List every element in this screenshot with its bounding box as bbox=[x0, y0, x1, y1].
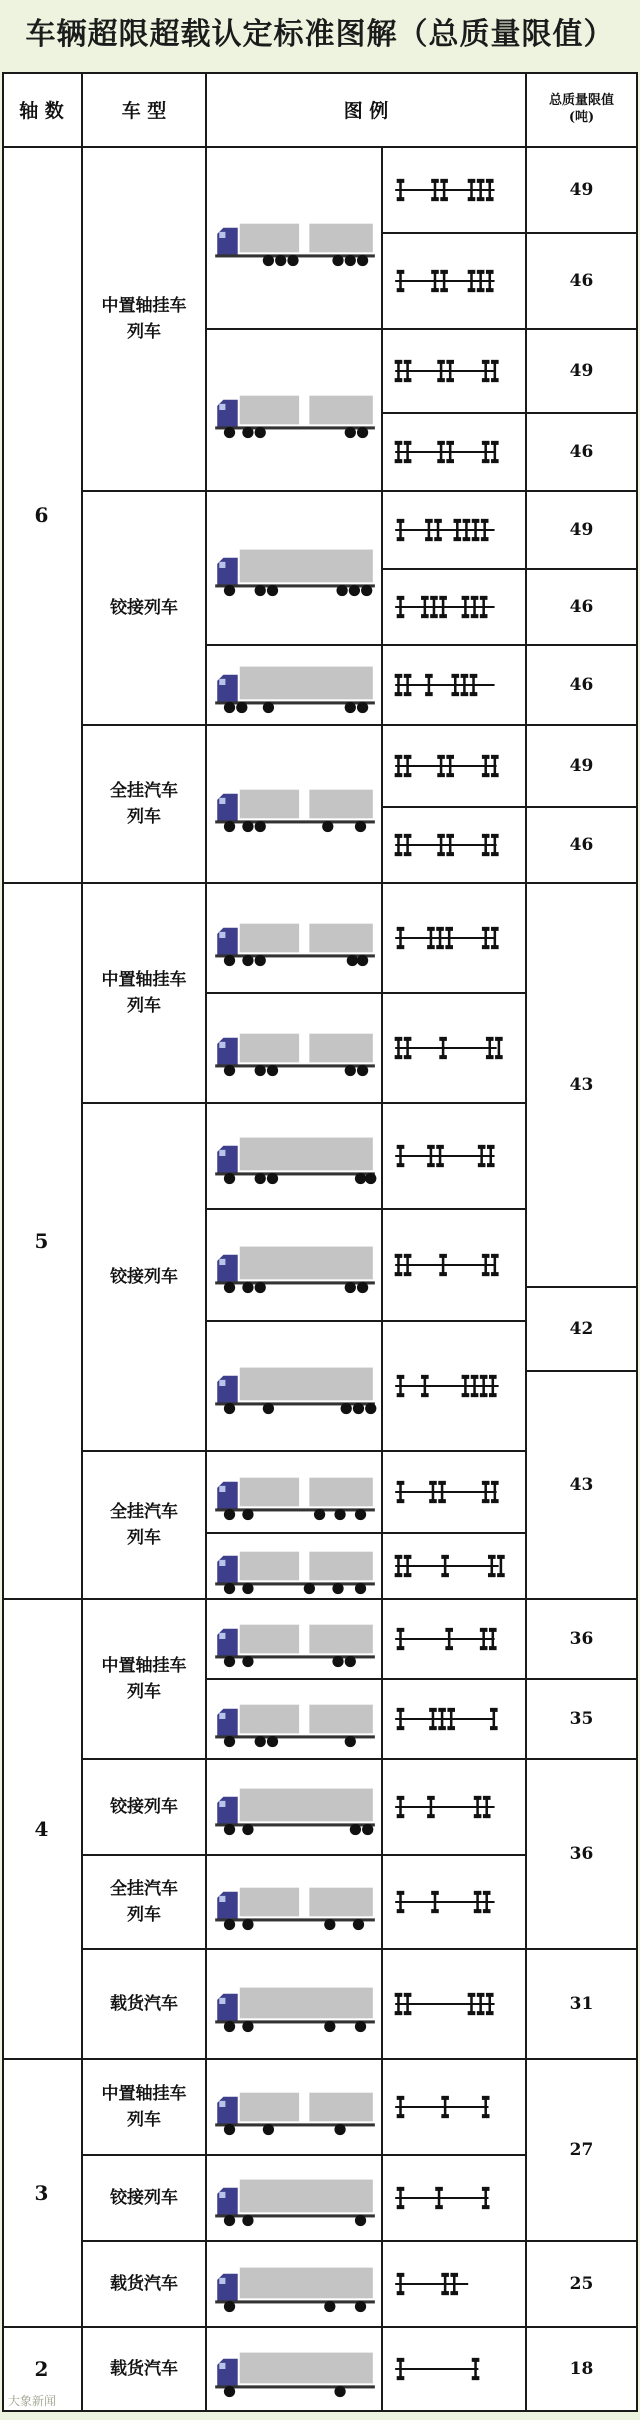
vehicle-image-cell bbox=[207, 148, 383, 330]
wheel-shape bbox=[224, 1824, 235, 1835]
vehicle-illustration bbox=[207, 646, 381, 724]
wheel-shape bbox=[336, 585, 347, 596]
cargo-box bbox=[240, 1034, 299, 1063]
header-axles: 轴 数 bbox=[2, 72, 83, 148]
wheel-shape bbox=[267, 1173, 278, 1184]
wheel-shape bbox=[263, 255, 274, 266]
wheel-shape bbox=[224, 821, 235, 832]
wheel-shape bbox=[255, 427, 266, 438]
axle-diagram bbox=[383, 423, 525, 481]
wheel-shape bbox=[242, 1824, 253, 1835]
axle-count-4: 4 bbox=[2, 1600, 83, 2060]
cargo-box bbox=[309, 790, 372, 819]
vehicle-illustration bbox=[207, 2330, 381, 2408]
vehicle-image-cell bbox=[207, 1534, 383, 1600]
vehicle-type-cell: 载货汽车 bbox=[83, 2328, 207, 2412]
vehicle-image-cell bbox=[207, 1680, 383, 1760]
wheel-shape bbox=[314, 1509, 325, 1520]
vehicle-illustration bbox=[207, 1453, 381, 1531]
vehicle-type-cell: 铰接列车 bbox=[83, 1760, 207, 1856]
axle-diagram bbox=[383, 1127, 525, 1185]
wheel-shape bbox=[242, 2215, 253, 2226]
vehicle-image-cell bbox=[207, 1322, 383, 1452]
limit-table bbox=[2, 72, 638, 2412]
wheel-shape bbox=[224, 585, 235, 596]
vehicle-image-cell bbox=[207, 2156, 383, 2242]
vehicle-illustration bbox=[207, 2245, 381, 2323]
vehicle-illustration bbox=[207, 371, 381, 449]
cargo-box bbox=[240, 2268, 373, 2299]
axle-diagram-cell bbox=[383, 330, 527, 414]
axle-diagram-cell bbox=[383, 234, 527, 330]
mass-limit-cell: 49 bbox=[527, 330, 638, 414]
wheel-shape bbox=[224, 2021, 235, 2032]
axle-diagram bbox=[383, 1019, 525, 1077]
wheel-shape bbox=[224, 2215, 235, 2226]
vehicle-type-cell: 铰接列车 bbox=[83, 1104, 207, 1452]
vehicle-illustration bbox=[207, 199, 381, 277]
cargo-box bbox=[240, 550, 373, 583]
mass-limit-cell: 46 bbox=[527, 414, 638, 492]
cargo-box bbox=[240, 1789, 373, 1822]
axle-diagram bbox=[383, 1975, 525, 2033]
axle-diagram-cell bbox=[383, 1104, 527, 1210]
vehicle-illustration bbox=[207, 1347, 381, 1425]
wheel-shape bbox=[242, 1282, 253, 1293]
cargo-box bbox=[240, 667, 373, 700]
wheel-shape bbox=[236, 702, 247, 713]
vehicle-type-cell: 全挂汽车 列车 bbox=[83, 1856, 207, 1950]
wheel-shape bbox=[224, 702, 235, 713]
mass-limit-cell: 43 bbox=[527, 884, 638, 1288]
axle-diagram bbox=[383, 342, 525, 400]
vehicle-image-cell bbox=[207, 1104, 383, 1210]
cargo-box bbox=[309, 924, 372, 953]
wheel-shape bbox=[224, 1282, 235, 1293]
vehicle-type-cell: 载货汽车 bbox=[83, 1950, 207, 2060]
mass-limit-cell: 43 bbox=[527, 1372, 638, 1600]
mass-limit-cell: 46 bbox=[527, 570, 638, 646]
mass-limit-cell: 36 bbox=[527, 1600, 638, 1680]
vehicle-type-cell: 中置轴挂车 列车 bbox=[83, 1600, 207, 1760]
wheel-shape bbox=[255, 821, 266, 832]
cargo-box bbox=[309, 396, 372, 425]
axle-diagram-cell bbox=[383, 2156, 527, 2242]
axle-diagram-cell bbox=[383, 414, 527, 492]
axle-count-5: 5 bbox=[2, 884, 83, 1600]
wheel-shape bbox=[242, 1509, 253, 1520]
wheel-shape bbox=[345, 1656, 356, 1667]
wheel-shape bbox=[224, 955, 235, 966]
axle-count-6: 6 bbox=[2, 148, 83, 884]
wheel-shape bbox=[345, 255, 356, 266]
watermark-text: 大象新闻 bbox=[8, 2394, 57, 2408]
cargo-box bbox=[240, 1478, 299, 1507]
mass-limit-cell: 42 bbox=[527, 1288, 638, 1372]
wheel-shape bbox=[345, 702, 356, 713]
wheel-shape bbox=[365, 1173, 376, 1184]
wheel-shape bbox=[255, 1173, 266, 1184]
wheel-shape bbox=[224, 2124, 235, 2135]
wheel-shape bbox=[242, 1656, 253, 1667]
vehicle-image-cell bbox=[207, 1950, 383, 2060]
cargo-box bbox=[240, 1888, 299, 1917]
wheel-shape bbox=[275, 255, 286, 266]
wheel-shape bbox=[332, 255, 343, 266]
vehicle-illustration bbox=[207, 1226, 381, 1304]
axle-diagram-cell bbox=[383, 1210, 527, 1322]
wheel-shape bbox=[242, 427, 253, 438]
axle-diagram bbox=[383, 1690, 525, 1748]
vehicle-image-cell bbox=[207, 646, 383, 726]
vehicle-illustration bbox=[207, 2159, 381, 2237]
wheel-shape bbox=[324, 2301, 335, 2312]
vehicle-type-cell: 中置轴挂车 列车 bbox=[83, 884, 207, 1104]
vehicle-type-cell: 全挂汽车 列车 bbox=[83, 1452, 207, 1600]
axle-diagram-cell bbox=[383, 570, 527, 646]
wheel-shape bbox=[242, 1583, 253, 1594]
wheel-shape bbox=[355, 2301, 366, 2312]
mass-limit-cell: 49 bbox=[527, 726, 638, 808]
header-mass-limit bbox=[527, 72, 638, 148]
cargo-box bbox=[309, 1552, 372, 1581]
wheel-shape bbox=[334, 2386, 345, 2397]
mass-limit-cell: 35 bbox=[527, 1680, 638, 1760]
axle-diagram-cell bbox=[383, 148, 527, 234]
axle-diagram bbox=[383, 2340, 525, 2398]
header-diagram: 图 例 bbox=[207, 72, 527, 148]
wheel-shape bbox=[355, 1509, 366, 1520]
cargo-box bbox=[309, 2093, 372, 2122]
axle-diagram-cell bbox=[383, 808, 527, 884]
vehicle-image-cell bbox=[207, 2242, 383, 2328]
axle-diagram-cell bbox=[383, 1452, 527, 1534]
wheel-shape bbox=[365, 1403, 376, 1414]
wheel-shape bbox=[355, 2021, 366, 2032]
vehicle-type-cell: 载货汽车 bbox=[83, 2242, 207, 2328]
vehicle-image-cell bbox=[207, 726, 383, 884]
wheel-shape bbox=[355, 821, 366, 832]
wheel-shape bbox=[349, 585, 360, 596]
vehicle-image-cell bbox=[207, 884, 383, 994]
wheel-shape bbox=[267, 1736, 278, 1747]
cargo-box bbox=[240, 396, 299, 425]
wheel-shape bbox=[255, 585, 266, 596]
cargo-box bbox=[309, 1705, 372, 1734]
vehicle-illustration bbox=[207, 1009, 381, 1087]
vehicle-illustration bbox=[207, 899, 381, 977]
wheel-shape bbox=[287, 255, 298, 266]
vehicle-image-cell bbox=[207, 1210, 383, 1322]
axle-diagram bbox=[383, 2255, 525, 2313]
wheel-shape bbox=[304, 1583, 315, 1594]
cargo-box bbox=[309, 1625, 372, 1654]
axle-diagram bbox=[383, 578, 525, 636]
vehicle-illustration bbox=[207, 529, 381, 607]
axle-diagram bbox=[383, 161, 525, 219]
vehicle-type-cell: 铰接列车 bbox=[83, 492, 207, 726]
page-title: 车辆超限超载认定标准图解（总质量限值） bbox=[25, 17, 615, 52]
axle-diagram bbox=[383, 2078, 525, 2136]
vehicle-image-cell bbox=[207, 2328, 383, 2412]
vehicle-image-cell bbox=[207, 1856, 383, 1950]
cargo-box bbox=[240, 2180, 373, 2213]
axle-diagram-cell bbox=[383, 2328, 527, 2412]
wheel-shape bbox=[263, 702, 274, 713]
wheel-shape bbox=[353, 1403, 364, 1414]
wheel-shape bbox=[341, 1403, 352, 1414]
vehicle-type-cell: 中置轴挂车 列车 bbox=[83, 148, 207, 492]
axle-diagram bbox=[383, 1537, 525, 1595]
wheel-shape bbox=[345, 1736, 356, 1747]
wheel-shape bbox=[357, 255, 368, 266]
wheel-shape bbox=[224, 1736, 235, 1747]
wheel-shape bbox=[357, 427, 368, 438]
vehicle-image-cell bbox=[207, 1760, 383, 1856]
wheel-shape bbox=[224, 2386, 235, 2397]
header-mass-limit-label: 总质量限值 bbox=[548, 93, 614, 108]
axle-diagram bbox=[383, 1778, 525, 1836]
axle-diagram-cell bbox=[383, 1856, 527, 1950]
wheel-shape bbox=[267, 585, 278, 596]
cargo-box bbox=[240, 790, 299, 819]
wheel-shape bbox=[255, 1736, 266, 1747]
wheel-shape bbox=[263, 1403, 274, 1414]
vehicle-type-cell: 铰接列车 bbox=[83, 2156, 207, 2242]
wheel-shape bbox=[224, 1403, 235, 1414]
wheel-shape bbox=[350, 1824, 361, 1835]
wheel-shape bbox=[255, 1282, 266, 1293]
axle-diagram-cell bbox=[383, 1760, 527, 1856]
wheel-shape bbox=[224, 2301, 235, 2312]
cargo-box bbox=[240, 924, 299, 953]
wheel-shape bbox=[345, 1282, 356, 1293]
wheel-shape bbox=[267, 1065, 278, 1076]
axle-count-2: 2 bbox=[2, 2328, 83, 2412]
wheel-shape bbox=[357, 955, 368, 966]
axle-diagram-cell bbox=[383, 2060, 527, 2156]
vehicle-illustration bbox=[207, 1117, 381, 1195]
wheel-shape bbox=[357, 1282, 368, 1293]
cargo-box bbox=[309, 1478, 372, 1507]
wheel-shape bbox=[355, 2215, 366, 2226]
wheel-shape bbox=[355, 1173, 366, 1184]
wheel-shape bbox=[224, 1919, 235, 1930]
vehicle-image-cell bbox=[207, 1600, 383, 1680]
axle-diagram bbox=[383, 656, 525, 714]
wheel-shape bbox=[263, 2124, 274, 2135]
vehicle-image-cell bbox=[207, 994, 383, 1104]
wheel-shape bbox=[224, 1173, 235, 1184]
axle-diagram-cell bbox=[383, 884, 527, 994]
axle-diagram bbox=[383, 1357, 525, 1415]
cargo-box bbox=[240, 1988, 373, 2019]
vehicle-image-cell bbox=[207, 1452, 383, 1534]
axle-diagram-cell bbox=[383, 2242, 527, 2328]
axle-diagram bbox=[383, 252, 525, 310]
axle-diagram bbox=[383, 1873, 525, 1931]
cargo-box bbox=[309, 1034, 372, 1063]
mass-limit-cell: 46 bbox=[527, 646, 638, 726]
wheel-shape bbox=[353, 1919, 364, 1930]
cargo-box bbox=[240, 1705, 299, 1734]
axle-diagram-cell bbox=[383, 1680, 527, 1760]
axle-diagram bbox=[383, 909, 525, 967]
cargo-box bbox=[240, 224, 299, 253]
axle-diagram bbox=[383, 1610, 525, 1668]
vehicle-image-cell bbox=[207, 2060, 383, 2156]
axle-diagram-cell bbox=[383, 1950, 527, 2060]
mass-limit-cell: 25 bbox=[527, 2242, 638, 2328]
header-mass-limit-unit: (吨) bbox=[568, 110, 595, 125]
wheel-shape bbox=[224, 1509, 235, 1520]
wheel-shape bbox=[224, 1065, 235, 1076]
header-vehicle-type: 车 型 bbox=[83, 72, 207, 148]
mass-limit-cell: 46 bbox=[527, 234, 638, 330]
wheel-shape bbox=[224, 1583, 235, 1594]
vehicle-image-cell bbox=[207, 330, 383, 492]
axle-count-3: 3 bbox=[2, 2060, 83, 2328]
axle-diagram-cell bbox=[383, 492, 527, 570]
wheel-shape bbox=[255, 955, 266, 966]
wheel-shape bbox=[224, 1656, 235, 1667]
cargo-box bbox=[309, 1888, 372, 1917]
wheel-shape bbox=[324, 1919, 335, 1930]
axle-diagram bbox=[383, 737, 525, 795]
axle-diagram bbox=[383, 1463, 525, 1521]
axle-diagram bbox=[383, 501, 525, 559]
wheel-shape bbox=[324, 2021, 335, 2032]
axle-diagram-cell bbox=[383, 994, 527, 1104]
wheel-shape bbox=[345, 1065, 356, 1076]
mass-limit-cell: 46 bbox=[527, 808, 638, 884]
vehicle-illustration bbox=[207, 1600, 381, 1678]
cargo-box bbox=[240, 2093, 299, 2122]
mass-limit-cell: 18 bbox=[527, 2328, 638, 2412]
mass-limit-cell: 36 bbox=[527, 1760, 638, 1950]
wheel-shape bbox=[357, 1065, 368, 1076]
wheel-shape bbox=[332, 1656, 343, 1667]
wheel-shape bbox=[332, 1583, 343, 1594]
wheel-shape bbox=[345, 427, 356, 438]
cargo-box bbox=[240, 1625, 299, 1654]
axle-diagram-cell bbox=[383, 1600, 527, 1680]
cargo-box bbox=[240, 1552, 299, 1581]
wheel-shape bbox=[362, 1824, 373, 1835]
wheel-shape bbox=[355, 1583, 366, 1594]
cargo-box bbox=[240, 1138, 373, 1171]
vehicle-illustration bbox=[207, 1965, 381, 2043]
wheel-shape bbox=[334, 1509, 345, 1520]
wheel-shape bbox=[255, 1065, 266, 1076]
axle-diagram bbox=[383, 816, 525, 874]
mass-limit-cell: 49 bbox=[527, 148, 638, 234]
vehicle-illustration bbox=[207, 1534, 381, 1598]
vehicle-illustration bbox=[207, 1680, 381, 1758]
wheel-shape bbox=[242, 821, 253, 832]
cargo-box bbox=[240, 2353, 373, 2384]
vehicle-image-cell bbox=[207, 492, 383, 646]
wheel-shape bbox=[242, 2021, 253, 2032]
axle-diagram-cell bbox=[383, 726, 527, 808]
wheel-shape bbox=[334, 2124, 345, 2135]
cargo-box bbox=[240, 1368, 373, 1401]
wheel-shape bbox=[242, 955, 253, 966]
mass-limit-cell: 31 bbox=[527, 1950, 638, 2060]
wheel-shape bbox=[347, 955, 358, 966]
cargo-box bbox=[240, 1247, 373, 1280]
axle-diagram bbox=[383, 1236, 525, 1294]
axle-diagram bbox=[383, 2169, 525, 2227]
vehicle-type-cell: 中置轴挂车 列车 bbox=[83, 2060, 207, 2156]
wheel-shape bbox=[322, 821, 333, 832]
mass-limit-cell: 49 bbox=[527, 492, 638, 570]
wheel-shape bbox=[357, 702, 368, 713]
vehicle-type-cell: 全挂汽车 列车 bbox=[83, 726, 207, 884]
wheel-shape bbox=[224, 427, 235, 438]
wheel-shape bbox=[361, 585, 372, 596]
vehicle-illustration bbox=[207, 1768, 381, 1846]
vehicle-illustration bbox=[207, 2068, 381, 2146]
axle-diagram-cell bbox=[383, 1534, 527, 1600]
mass-limit-cell: 27 bbox=[527, 2060, 638, 2242]
cargo-box bbox=[309, 224, 372, 253]
wheel-shape bbox=[242, 1919, 253, 1930]
vehicle-illustration bbox=[207, 1863, 381, 1941]
axle-diagram-cell bbox=[383, 1322, 527, 1452]
vehicle-illustration bbox=[207, 765, 381, 843]
axle-diagram-cell bbox=[383, 646, 527, 726]
